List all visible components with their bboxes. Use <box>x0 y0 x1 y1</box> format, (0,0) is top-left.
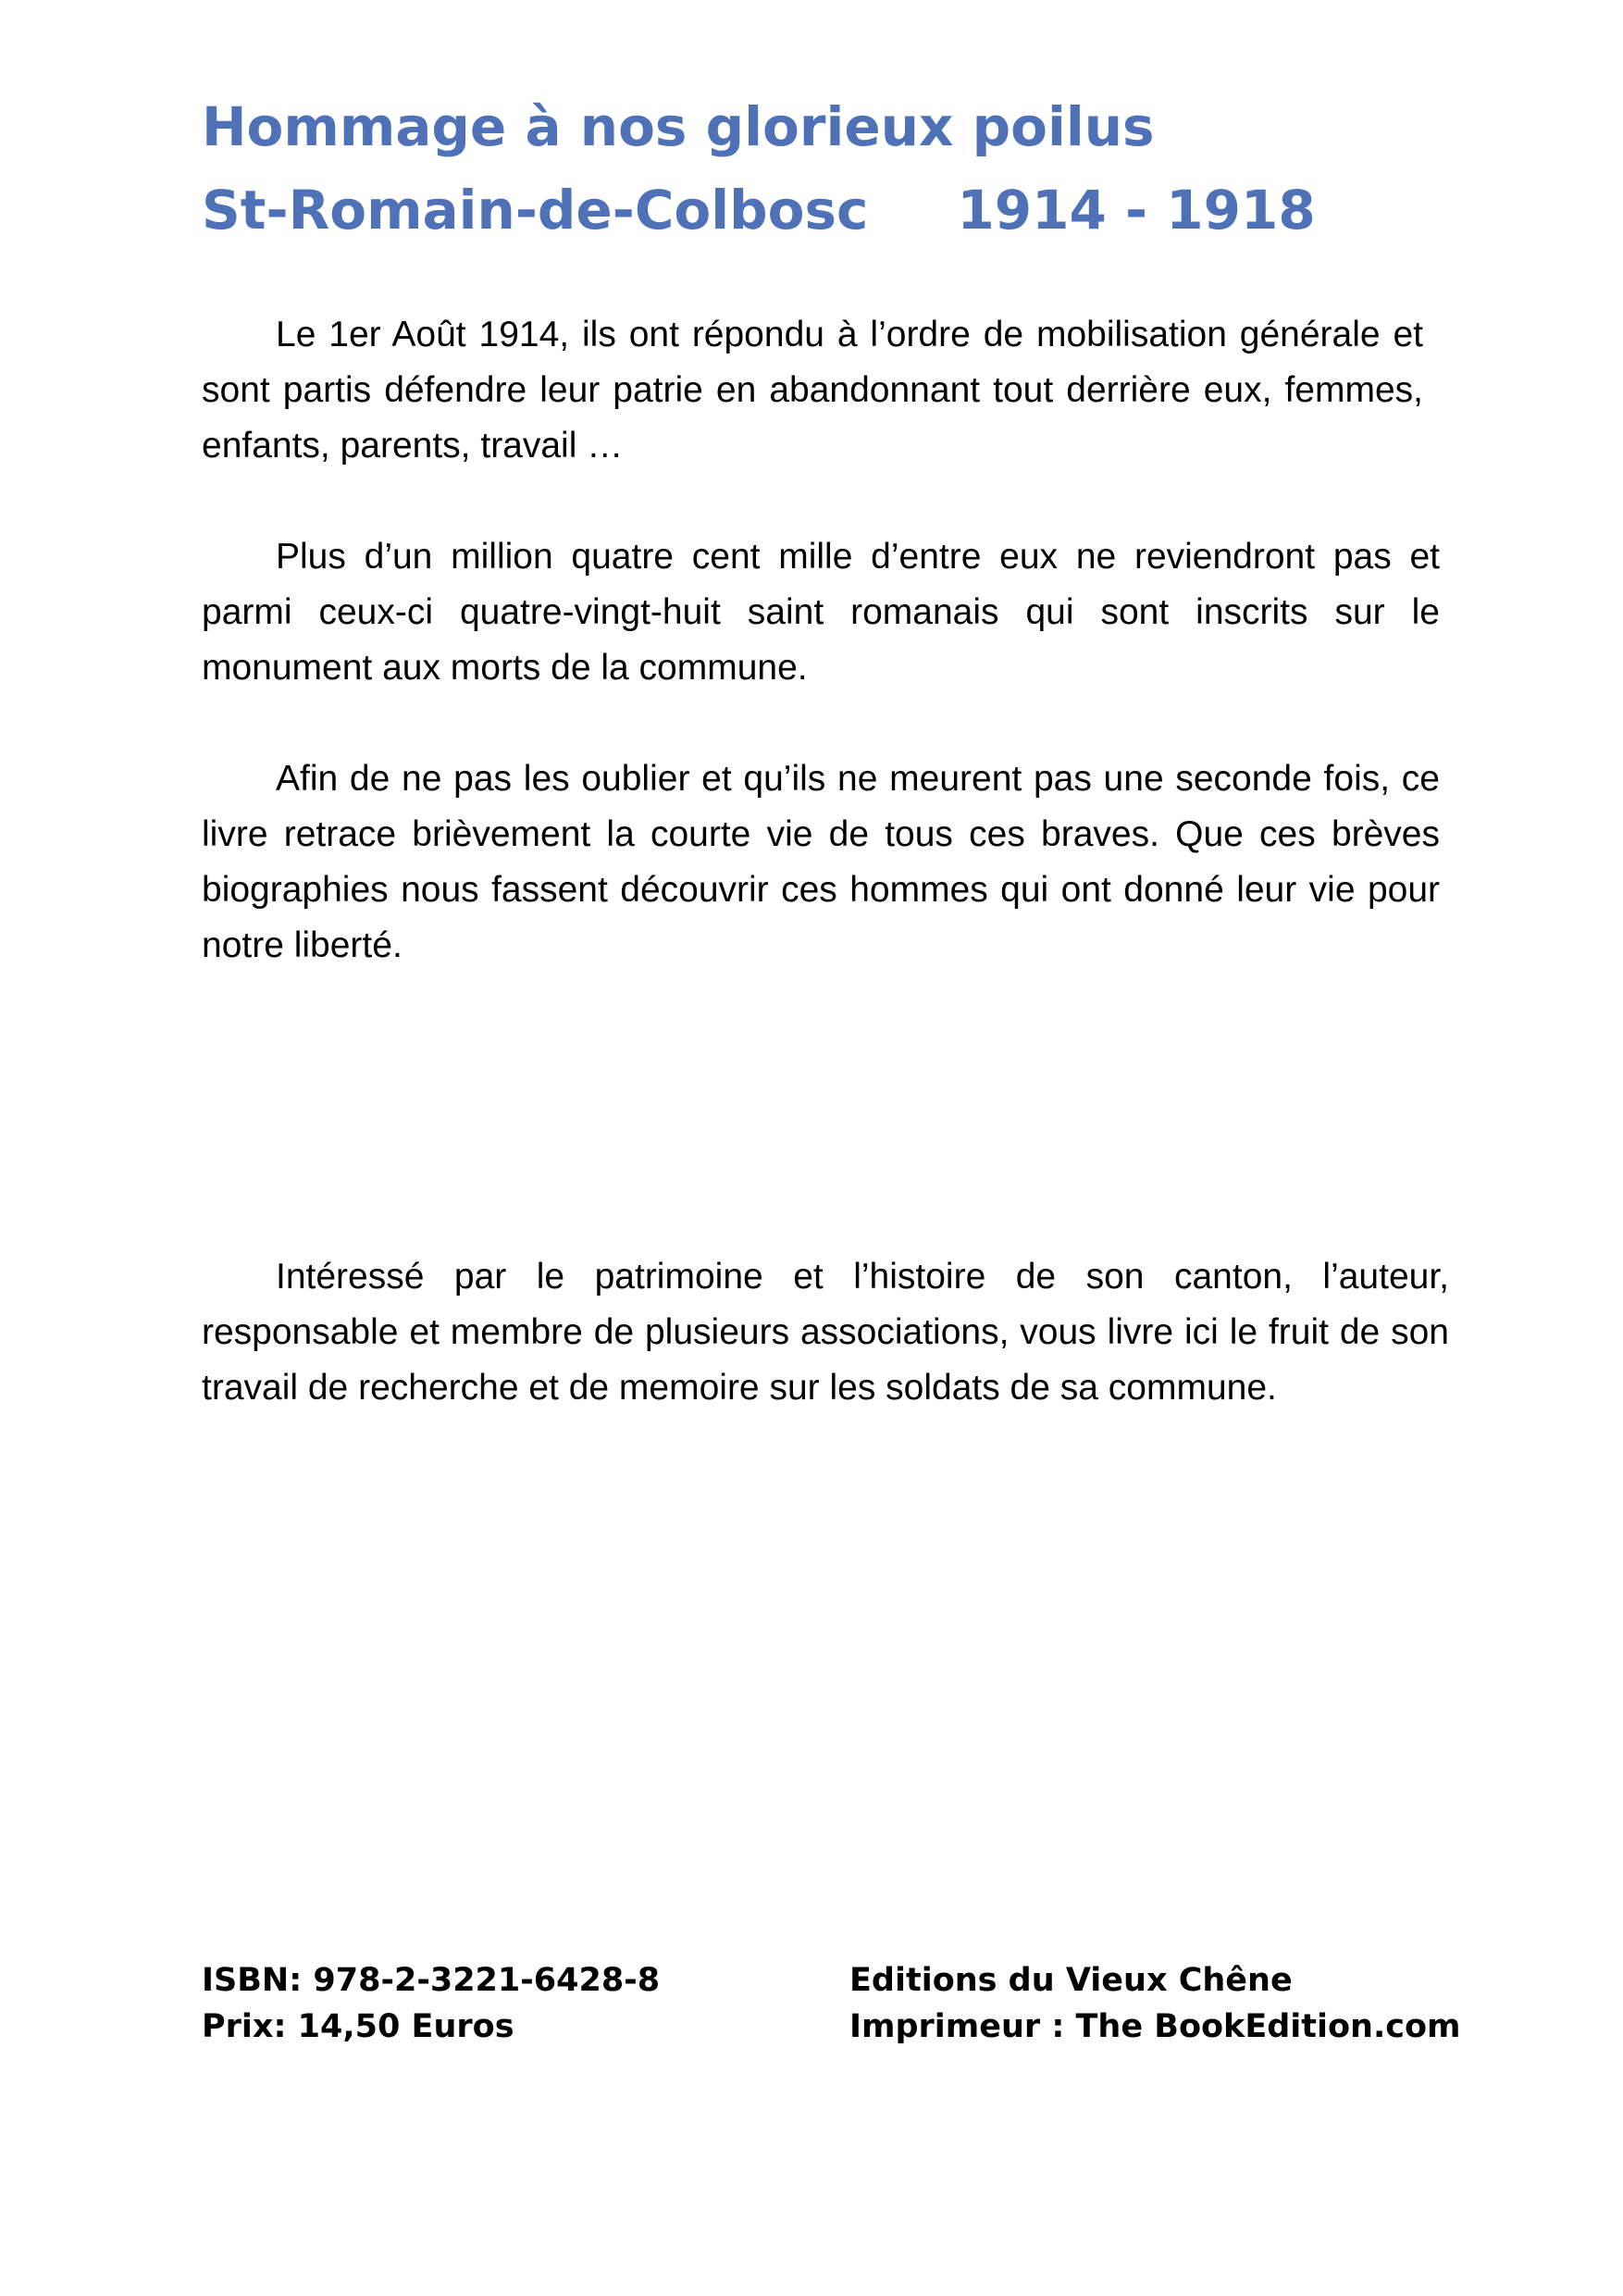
printer-text: Imprimeur : The BookEdition.com <box>849 2008 1461 2045</box>
title-line-1: Hommage à nos glorieux poilus <box>202 95 1155 158</box>
publisher-text: Editions du Vieux Chêne <box>849 1962 1293 1999</box>
paragraph-mobilisation: Le 1er Août 1914, ils ont répondu à l’ordre de mobilisation générale et sont partis défendre leur patrie en abandonnant tout derrière eux, femmes, enfants, parents, travail … <box>202 315 1423 465</box>
page-title <box>202 85 1497 252</box>
footer-publisher-info <box>849 1957 1461 2050</box>
footer-book-info <box>202 1957 660 2050</box>
paragraph-purpose: Afin de ne pas les oublier et qu’ils ne meurent pas une seconde fois, ce livre retrace brièvement la courte vie de tous ces braves. Que ces brèves biographies nous fassent découvrir ces hommes qui ont donné leur vie pour notre liberté. <box>202 759 1440 965</box>
title-years: 1914 - 1918 <box>957 179 1316 242</box>
title-place: St-Romain-de-Colbosc <box>202 179 869 242</box>
isbn-text: ISBN: 978-2-3221-6428-8 <box>202 1962 661 1999</box>
paragraph-author: Intéressé par le patrimoine et l’histoire de son canton, l’auteur, responsable et membre de plusieurs associations, vous livre ici le fruit de son travail de recherche et de memoire sur les soldats de sa commune. <box>202 1257 1449 1408</box>
title-line-2 <box>202 168 1497 252</box>
paragraph-casualties: Plus d’un million quatre cent mille d’entre eux ne reviendront pas et parmi ceux-ci quatre-vingt-huit saint romanais qui sont inscrits sur le monument aux morts de la commune. <box>202 537 1440 688</box>
price-text: Prix: 14,50 Euros <box>202 2008 514 2045</box>
